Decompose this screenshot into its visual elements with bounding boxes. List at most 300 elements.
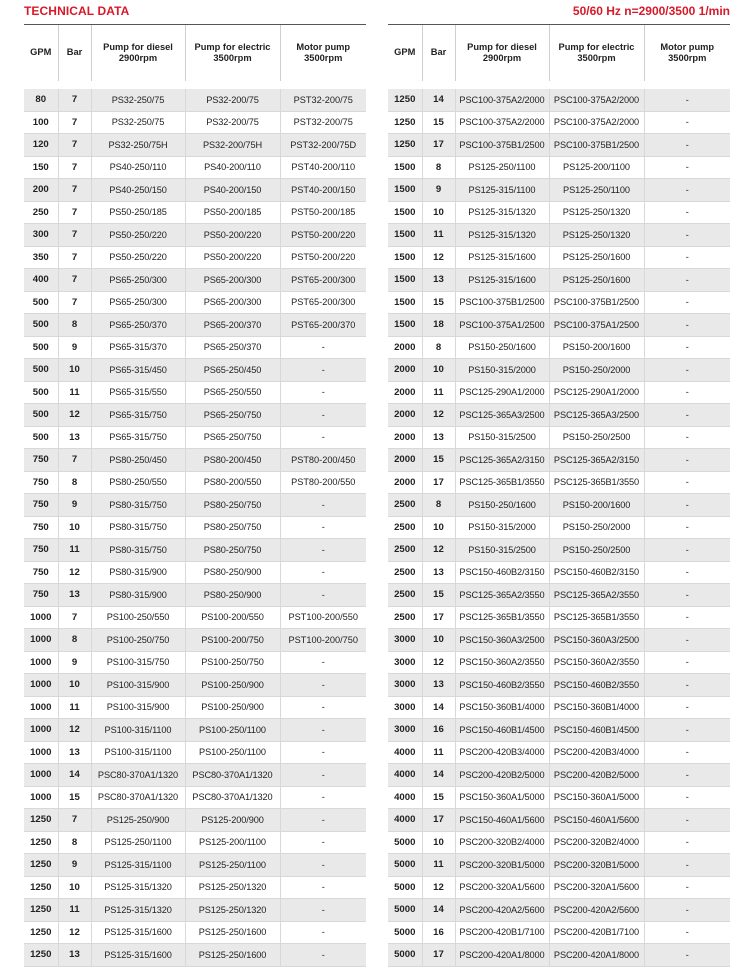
electric-pump-cell: PS125-250/1320: [185, 899, 280, 922]
diesel-pump-cell: PSC150-360A1/5000: [455, 786, 549, 809]
diesel-pump-cell: PSC100-375B1/2500: [455, 134, 549, 157]
bar-cell: 10: [422, 831, 455, 854]
gpm-cell: 4000: [388, 786, 422, 809]
table-row: [388, 449, 730, 472]
electric-pump-cell: PSC200-420A2/5600: [549, 899, 644, 922]
col-bar: Bar: [58, 25, 91, 86]
table-row: [388, 336, 730, 359]
diesel-pump-cell: PS40-250/110: [91, 156, 185, 179]
motor-pump-cell: PST40-200/110: [280, 156, 366, 179]
bar-cell: 13: [58, 426, 91, 449]
bar-cell: 11: [58, 539, 91, 562]
table-row: [388, 516, 730, 539]
motor-pump-cell: -: [644, 876, 730, 899]
diesel-pump-cell: PS150-250/1600: [455, 336, 549, 359]
motor-pump-cell: PST100-200/550: [280, 606, 366, 629]
electric-pump-cell: PSC80-370A1/1320: [185, 786, 280, 809]
electric-pump-cell: PSC150-460A1/5600: [549, 809, 644, 832]
gpm-cell: 2500: [388, 584, 422, 607]
electric-pump-cell: PSC100-375A1/2500: [549, 314, 644, 337]
table-row: [388, 764, 730, 787]
bar-cell: 7: [58, 809, 91, 832]
electric-pump-cell: PS65-250/750: [185, 404, 280, 427]
col-electric-pump: Pump for electric 3500rpm: [549, 25, 644, 86]
bar-cell: 9: [58, 336, 91, 359]
table-row: [388, 944, 730, 967]
electric-pump-cell: PS125-250/1600: [185, 944, 280, 967]
table-row: [388, 156, 730, 179]
motor-pump-cell: -: [644, 426, 730, 449]
table-row: [24, 674, 366, 697]
gpm-cell: 1500: [388, 246, 422, 269]
electric-pump-cell: PS32-200/75: [185, 85, 280, 111]
diesel-pump-cell: PSC200-420A1/8000: [455, 944, 549, 967]
table-header: [388, 25, 730, 86]
electric-pump-cell: PS65-200/300: [185, 269, 280, 292]
motor-pump-cell: PST40-200/150: [280, 179, 366, 202]
table-row: [24, 201, 366, 224]
motor-pump-cell: -: [280, 651, 366, 674]
gpm-cell: 1250: [24, 854, 58, 877]
bar-cell: 17: [422, 809, 455, 832]
gpm-cell: 1500: [388, 314, 422, 337]
motor-pump-cell: PST65-200/370: [280, 314, 366, 337]
diesel-pump-cell: PS150-315/2000: [455, 359, 549, 382]
motor-pump-cell: -: [280, 359, 366, 382]
diesel-pump-cell: PSC200-420B3/4000: [455, 741, 549, 764]
electric-pump-cell: PS32-200/75: [185, 111, 280, 134]
electric-pump-cell: PSC125-290A1/2000: [549, 381, 644, 404]
gpm-cell: 1250: [388, 111, 422, 134]
electric-pump-cell: PSC150-360B1/4000: [549, 696, 644, 719]
motor-pump-cell: -: [644, 156, 730, 179]
electric-pump-cell: PSC150-460B2/3550: [549, 674, 644, 697]
diesel-pump-cell: PSC100-375A1/2500: [455, 314, 549, 337]
motor-pump-cell: -: [644, 449, 730, 472]
electric-pump-cell: PS125-250/1100: [549, 179, 644, 202]
motor-pump-cell: -: [644, 921, 730, 944]
diesel-pump-cell: PSC150-460B2/3550: [455, 674, 549, 697]
electric-pump-cell: PS125-200/1100: [185, 831, 280, 854]
electric-pump-cell: PS40-200/150: [185, 179, 280, 202]
table-row: [24, 471, 366, 494]
diesel-pump-cell: PSC125-365A3/2500: [455, 404, 549, 427]
table-header: [24, 25, 366, 86]
motor-pump-cell: -: [280, 336, 366, 359]
motor-pump-cell: -: [280, 876, 366, 899]
diesel-pump-cell: PS32-250/75: [91, 85, 185, 111]
table-row: [24, 381, 366, 404]
bar-cell: 9: [58, 651, 91, 674]
bar-cell: 15: [422, 449, 455, 472]
motor-pump-cell: -: [280, 899, 366, 922]
diesel-pump-cell: PS50-250/220: [91, 246, 185, 269]
table-row: [24, 336, 366, 359]
gpm-cell: 1250: [24, 899, 58, 922]
table-row: [24, 606, 366, 629]
bar-cell: 16: [422, 921, 455, 944]
col-diesel-pump: Pump for diesel 2900rpm: [455, 25, 549, 86]
gpm-cell: 2500: [388, 494, 422, 517]
electric-pump-cell: PSC200-320B1/5000: [549, 854, 644, 877]
gpm-cell: 2000: [388, 336, 422, 359]
gpm-cell: 2000: [388, 471, 422, 494]
electric-pump-cell: PSC200-320A1/5600: [549, 876, 644, 899]
table-row: [388, 381, 730, 404]
table-row: [24, 854, 366, 877]
electric-pump-cell: PS65-200/370: [185, 314, 280, 337]
bar-cell: 10: [422, 516, 455, 539]
motor-pump-cell: -: [644, 269, 730, 292]
table-row: [388, 719, 730, 742]
gpm-cell: 1500: [388, 291, 422, 314]
bar-cell: 7: [58, 156, 91, 179]
page-title: TECHNICAL DATA: [24, 4, 130, 18]
diesel-pump-cell: PSC150-360A2/3550: [455, 651, 549, 674]
electric-pump-cell: PS65-250/370: [185, 336, 280, 359]
gpm-cell: 4000: [388, 809, 422, 832]
electric-pump-cell: PSC200-420A1/8000: [549, 944, 644, 967]
bar-cell: 8: [422, 156, 455, 179]
table-row: [388, 629, 730, 652]
bar-cell: 12: [422, 539, 455, 562]
motor-pump-cell: -: [644, 134, 730, 157]
diesel-pump-cell: PS100-250/550: [91, 606, 185, 629]
electric-pump-cell: PS65-200/300: [185, 291, 280, 314]
bar-cell: 18: [422, 314, 455, 337]
motor-pump-cell: -: [644, 561, 730, 584]
motor-pump-cell: PST50-200/220: [280, 224, 366, 247]
bar-cell: 14: [422, 899, 455, 922]
gpm-cell: 200: [24, 179, 58, 202]
bar-cell: 7: [58, 291, 91, 314]
electric-pump-cell: PS100-250/900: [185, 696, 280, 719]
diesel-pump-cell: PS100-315/1100: [91, 741, 185, 764]
gpm-cell: 500: [24, 426, 58, 449]
table-row: [388, 786, 730, 809]
table-row: [24, 764, 366, 787]
table-row: [388, 426, 730, 449]
table-row: [24, 831, 366, 854]
table-body: [388, 85, 730, 966]
motor-pump-cell: -: [644, 696, 730, 719]
motor-pump-cell: -: [644, 471, 730, 494]
electric-pump-cell: PSC200-420B2/5000: [549, 764, 644, 787]
electric-pump-cell: PS65-250/550: [185, 381, 280, 404]
diesel-pump-cell: PS125-250/1100: [91, 831, 185, 854]
table-row: [24, 426, 366, 449]
bar-cell: 13: [58, 584, 91, 607]
bar-cell: 15: [422, 291, 455, 314]
gpm-cell: 3000: [388, 651, 422, 674]
table-row: [24, 85, 366, 111]
electric-pump-cell: PSC100-375A2/2000: [549, 111, 644, 134]
diesel-pump-cell: PSC80-370A1/1320: [91, 764, 185, 787]
motor-pump-cell: -: [644, 404, 730, 427]
gpm-cell: 750: [24, 494, 58, 517]
diesel-pump-cell: PS80-315/750: [91, 539, 185, 562]
gpm-cell: 2500: [388, 516, 422, 539]
bar-cell: 16: [422, 719, 455, 742]
table-row: [388, 854, 730, 877]
bar-cell: 8: [58, 314, 91, 337]
electric-pump-cell: PS50-200/185: [185, 201, 280, 224]
motor-pump-cell: -: [644, 291, 730, 314]
gpm-cell: 1500: [388, 224, 422, 247]
table-row: [388, 741, 730, 764]
bar-cell: 8: [422, 336, 455, 359]
gpm-cell: 100: [24, 111, 58, 134]
diesel-pump-cell: PSC200-420A2/5600: [455, 899, 549, 922]
gpm-cell: 2000: [388, 449, 422, 472]
motor-pump-cell: -: [280, 921, 366, 944]
diesel-pump-cell: PS100-315/900: [91, 696, 185, 719]
gpm-cell: 750: [24, 471, 58, 494]
gpm-cell: 750: [24, 516, 58, 539]
electric-pump-cell: PSC150-460B2/3150: [549, 561, 644, 584]
gpm-cell: 1250: [388, 85, 422, 111]
motor-pump-cell: -: [280, 426, 366, 449]
motor-pump-cell: -: [644, 854, 730, 877]
electric-pump-cell: PSC150-460B1/4500: [549, 719, 644, 742]
table-row: [24, 809, 366, 832]
diesel-pump-cell: PS125-315/1320: [91, 876, 185, 899]
bar-cell: 13: [422, 426, 455, 449]
gpm-cell: 1500: [388, 269, 422, 292]
diesel-pump-cell: PSC200-420B2/5000: [455, 764, 549, 787]
diesel-pump-cell: PSC125-365B1/3550: [455, 606, 549, 629]
electric-pump-cell: PSC200-320B2/4000: [549, 831, 644, 854]
motor-pump-cell: -: [644, 674, 730, 697]
motor-pump-cell: PST32-200/75D: [280, 134, 366, 157]
electric-pump-cell: PS125-250/1600: [185, 921, 280, 944]
gpm-cell: 1000: [24, 764, 58, 787]
diesel-pump-cell: PSC150-460A1/5600: [455, 809, 549, 832]
diesel-pump-cell: PS65-250/300: [91, 269, 185, 292]
electric-pump-cell: PS125-200/1100: [549, 156, 644, 179]
table-row: [24, 314, 366, 337]
electric-pump-cell: PSC125-365A2/3150: [549, 449, 644, 472]
table-row: [24, 584, 366, 607]
motor-pump-cell: PST32-200/75: [280, 85, 366, 111]
electric-pump-cell: PSC125-365B1/3550: [549, 471, 644, 494]
table-row: [388, 606, 730, 629]
motor-pump-cell: -: [644, 336, 730, 359]
bar-cell: 7: [58, 606, 91, 629]
bar-cell: 13: [58, 741, 91, 764]
electric-pump-cell: PS50-200/220: [185, 246, 280, 269]
bar-cell: 7: [58, 269, 91, 292]
table-row: [388, 899, 730, 922]
gpm-cell: 500: [24, 404, 58, 427]
electric-pump-cell: PSC100-375B1/2500: [549, 134, 644, 157]
diesel-pump-cell: PS150-315/2500: [455, 426, 549, 449]
gpm-cell: 5000: [388, 944, 422, 967]
diesel-pump-cell: PS80-250/450: [91, 449, 185, 472]
gpm-cell: 1500: [388, 179, 422, 202]
table-row: [388, 246, 730, 269]
motor-pump-cell: PST65-200/300: [280, 269, 366, 292]
motor-pump-cell: PST80-200/550: [280, 471, 366, 494]
diesel-pump-cell: PS65-250/370: [91, 314, 185, 337]
diesel-pump-cell: PS50-250/185: [91, 201, 185, 224]
diesel-pump-cell: PS150-250/1600: [455, 494, 549, 517]
motor-pump-cell: -: [644, 944, 730, 967]
motor-pump-cell: -: [644, 246, 730, 269]
motor-pump-cell: -: [280, 404, 366, 427]
electric-pump-cell: PS100-250/1100: [185, 741, 280, 764]
gpm-cell: 1000: [24, 651, 58, 674]
motor-pump-cell: -: [280, 944, 366, 967]
diesel-pump-cell: PS150-315/2500: [455, 539, 549, 562]
diesel-pump-cell: PS125-315/1100: [455, 179, 549, 202]
diesel-pump-cell: PSC150-360B1/4000: [455, 696, 549, 719]
diesel-pump-cell: PS80-315/900: [91, 561, 185, 584]
gpm-cell: 2000: [388, 359, 422, 382]
gpm-cell: 4000: [388, 741, 422, 764]
page-header: [24, 4, 730, 22]
electric-pump-cell: PSC100-375A2/2000: [549, 85, 644, 111]
table-row: [388, 314, 730, 337]
gpm-cell: 500: [24, 336, 58, 359]
diesel-pump-cell: PS125-315/1600: [91, 944, 185, 967]
electric-pump-cell: PSC125-365B1/3550: [549, 606, 644, 629]
motor-pump-cell: -: [644, 494, 730, 517]
bar-cell: 11: [422, 381, 455, 404]
gpm-cell: 2000: [388, 404, 422, 427]
gpm-cell: 1500: [388, 156, 422, 179]
table-row: [388, 539, 730, 562]
bar-cell: 12: [422, 651, 455, 674]
motor-pump-cell: -: [280, 494, 366, 517]
motor-pump-cell: -: [644, 224, 730, 247]
motor-pump-cell: -: [644, 539, 730, 562]
bar-cell: 9: [422, 179, 455, 202]
table-row: [388, 831, 730, 854]
gpm-cell: 300: [24, 224, 58, 247]
bar-cell: 15: [58, 786, 91, 809]
diesel-pump-cell: PSC125-365A2/3550: [455, 584, 549, 607]
bar-cell: 10: [58, 876, 91, 899]
diesel-pump-cell: PS125-250/1100: [455, 156, 549, 179]
diesel-pump-cell: PSC150-360A3/2500: [455, 629, 549, 652]
gpm-cell: 4000: [388, 764, 422, 787]
electric-pump-cell: PS80-250/750: [185, 539, 280, 562]
diesel-pump-cell: PSC200-320B2/4000: [455, 831, 549, 854]
table-row: [388, 876, 730, 899]
diesel-pump-cell: PS125-315/1600: [455, 269, 549, 292]
gpm-cell: 500: [24, 359, 58, 382]
motor-pump-cell: -: [280, 831, 366, 854]
gpm-cell: 1250: [388, 134, 422, 157]
table-row: [24, 404, 366, 427]
electric-pump-cell: PS150-200/1600: [549, 494, 644, 517]
gpm-cell: 750: [24, 539, 58, 562]
motor-pump-cell: -: [280, 584, 366, 607]
bar-cell: 12: [422, 876, 455, 899]
motor-pump-cell: -: [644, 831, 730, 854]
table-row: [24, 449, 366, 472]
gpm-cell: 120: [24, 134, 58, 157]
motor-pump-cell: -: [644, 764, 730, 787]
bar-cell: 17: [422, 134, 455, 157]
table-row: [388, 809, 730, 832]
motor-pump-cell: PST65-200/300: [280, 291, 366, 314]
motor-pump-cell: PST80-200/450: [280, 449, 366, 472]
gpm-cell: 150: [24, 156, 58, 179]
table-row: [24, 561, 366, 584]
bar-cell: 8: [58, 471, 91, 494]
bar-cell: 15: [422, 786, 455, 809]
motor-pump-cell: -: [644, 381, 730, 404]
table-row: [388, 651, 730, 674]
electric-pump-cell: PS80-200/450: [185, 449, 280, 472]
electric-pump-cell: PS125-250/1320: [549, 224, 644, 247]
col-gpm: GPM: [24, 25, 58, 86]
motor-pump-cell: PST32-200/75: [280, 111, 366, 134]
table-row: [24, 876, 366, 899]
gpm-cell: 2500: [388, 539, 422, 562]
diesel-pump-cell: PS32-250/75: [91, 111, 185, 134]
gpm-cell: 2000: [388, 381, 422, 404]
header-row: [388, 25, 730, 86]
bar-cell: 17: [422, 606, 455, 629]
table-row: [24, 111, 366, 134]
motor-pump-cell: PST100-200/750: [280, 629, 366, 652]
table-row: [388, 224, 730, 247]
table-row: [24, 224, 366, 247]
motor-pump-cell: -: [280, 786, 366, 809]
electric-pump-cell: PSC100-375B1/2500: [549, 291, 644, 314]
gpm-cell: 1000: [24, 786, 58, 809]
motor-pump-cell: -: [280, 696, 366, 719]
electric-pump-cell: PS32-200/75H: [185, 134, 280, 157]
electric-pump-cell: PSC80-370A1/1320: [185, 764, 280, 787]
gpm-cell: 5000: [388, 854, 422, 877]
motor-pump-cell: -: [280, 674, 366, 697]
table-row: [388, 85, 730, 111]
motor-pump-cell: -: [280, 764, 366, 787]
diesel-pump-cell: PS125-250/900: [91, 809, 185, 832]
electric-pump-cell: PS125-250/1100: [185, 854, 280, 877]
table-body: [24, 85, 366, 966]
diesel-pump-cell: PS125-315/1320: [455, 201, 549, 224]
table-row: [24, 651, 366, 674]
bar-cell: 14: [422, 764, 455, 787]
table-row: [24, 786, 366, 809]
table-row: [24, 269, 366, 292]
electric-pump-cell: PS150-250/2500: [549, 426, 644, 449]
motor-pump-cell: -: [280, 719, 366, 742]
diesel-pump-cell: PS40-250/150: [91, 179, 185, 202]
motor-pump-cell: -: [644, 314, 730, 337]
diesel-pump-cell: PSC150-460B1/4500: [455, 719, 549, 742]
electric-pump-cell: PS80-200/550: [185, 471, 280, 494]
table-row: [24, 516, 366, 539]
bar-cell: 13: [422, 674, 455, 697]
bar-cell: 10: [422, 359, 455, 382]
bar-cell: 7: [58, 224, 91, 247]
bar-cell: 11: [422, 224, 455, 247]
diesel-pump-cell: PS65-315/750: [91, 426, 185, 449]
table-row: [24, 246, 366, 269]
bar-cell: 7: [58, 134, 91, 157]
diesel-pump-cell: PSC150-460B2/3150: [455, 561, 549, 584]
motor-pump-cell: -: [644, 111, 730, 134]
electric-pump-cell: PS50-200/220: [185, 224, 280, 247]
bar-cell: 11: [58, 899, 91, 922]
table-row: [24, 494, 366, 517]
